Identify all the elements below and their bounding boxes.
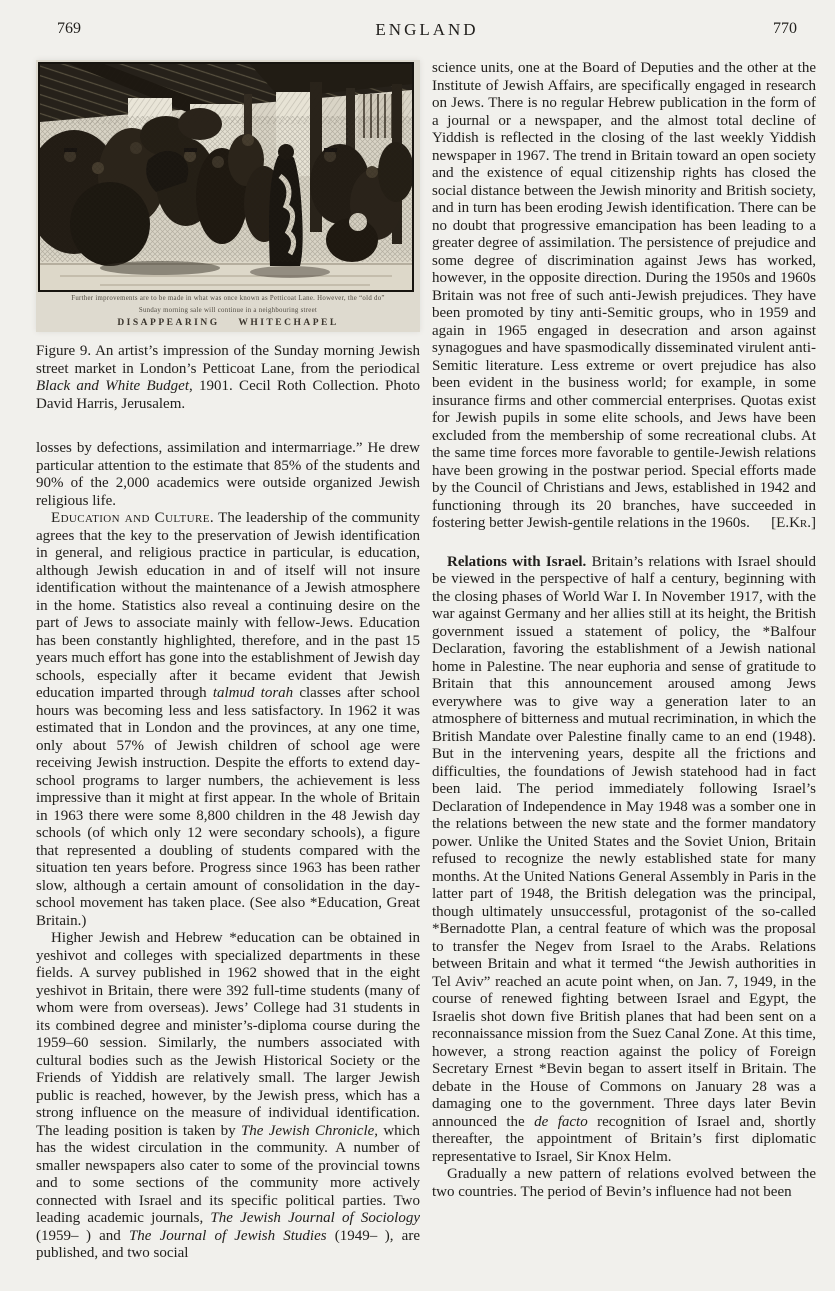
paragraph: Higher Jewish and Hebrew *education can be obtained in yeshivot and colleges with specialized departments in these fields. A survey published in 1962 showed that in the eight yeshivot in Britain, there were 392 full-time students (many of whom were from overseas). Jews’ College had 31 students in its combined degree and minister’s-diploma course during the 1959–60 session. Similarly, the numbers associated with cultural bodies such as the Jewish Historical Society or the Friends of Yiddish are relatively small. The larger Jewish public is reached, however, by the Jewish press, which has a strong influence on the measure of individual identification. The leading position is taken by The Jewish Chronicle, which has the widest circulation in the community. A number of smaller newspapers also cater to some of the provincial towns and to some sections of the community more actively connected with Israel and its specific political parties. Two leading academic journals, The Jewish Journal of Sociology (1959– ) and The Journal of Jewish Studies (1949– ), are published, and two social bbox=[36, 930, 420, 1261]
page-number-left: 769 bbox=[57, 20, 81, 37]
figure-caption bbox=[36, 343, 420, 413]
paragraph: Figure 9. An artist’s impression of the Sunday morning Jewish street market in London’s Petticoat Lane, from the periodical Black and White Budget, 1901. Cecil Roth Collection. Photo David Harris, Jerusalem. bbox=[36, 343, 420, 412]
petticoat-lane-plate bbox=[36, 60, 420, 332]
paragraph: Education and Culture. The leadership of the community agrees that the key to the preservation of Jewish identification in general, and religious practice in particular, is education, although Jewish education in and of itself will not insure identification without the maintenance of a Jewish atmosphere in the home. Statistics also reveal a continuing desire on the part of Jews to associate mainly with fellow-Jews. Education has been constantly highlighted, therefore, and in the past 15 years much effort has gone into the establishment of Jewish day schools, especially after it became evident that Jewish education imparted through talmud torah classes after school hours was becoming less and less satisfactory. In 1962 it was estimated that in London and the provinces, at any one time, only about 57% of Jewish children of school age were receiving Jewish instruction. Despite the efforts to extend day-school programs to larger numbers, the achievement is less impressive than it might at first appear. In the whole of Britain in 1963 there were some 8,800 children in the 48 Jewish day schools (of which only 12 were secondary schools), a figure that represented a doubling of students compared with the situation ten years before. Progress since 1963 has been rather slow, although a certain amount of consolidation in the day-school movement has taken place. (See also *Education, Great Britain.) bbox=[36, 510, 420, 929]
right-column-text bbox=[432, 60, 816, 1201]
paragraph: Relations with Israel. Britain’s relations with Israel should be viewed in the perspective of half a century, beginning with the closing phases of World War I. In November 1917, with the war against Germany and her allies still at its height, the British government issued a statement of policy, the *Balfour Declaration, favoring the establishment of a Jewish national home in Palestine. The near euphoria and sense of gratitude to Britain that this announcement aroused among Jews everywhere was to give way a generation later to an atmosphere of bitterness and mutual recrimination, in which the British Mandate over Palestine finally came to an end (1948). But in the intervening years, despite all the frictions and difficulties, the foundations of Jewish statehood had in fact been laid. The period immediately following Israel’s Declaration of Independence in May 1948 was a somber one in the relations between the new state and the former mandatory power. Unlike the United States and the Soviet Union, Britain refused to recognize the newly established state for many months. At the United Nations General Assembly in Paris in the latter part of 1948, the British delegation was the principal, though ultimately unsuccessful, protagonist of the so-called *Bernadotte Plan, a central feature of which was the proposal to transfer the Negev from Israel to the Arabs. Relations between Britain and what it termed “the Jewish authorities in Tel Aviv” reached an acute point when, on Jan. 7, 1949, in the course of renewed fighting between Israel and Egypt, the Israelis shot down five British planes that had been sent on a reconnaissance mission from the Suez Canal Zone. At this time, however, a strong reaction against the policy of Foreign Secretary Ernest *Bevin began to assert itself in Britain. The debate in the House of Commons on January 28 was a damaging one to the government. Three days later Bevin announced the de facto recognition of Israel and, shortly thereafter, the appointment of Britain’s first diplomatic representative to Israel, Sir Knox Helm. bbox=[432, 553, 816, 1165]
plate-caption-line1: Further improvements are to be made in what was once known as Petticoat Lane. However, the “old do” bbox=[71, 295, 385, 302]
plate-title: DISAPPEARING WHITECHAPEL bbox=[117, 318, 339, 328]
paragraph: science units, one at the Board of Deputies and the other at the Institute of Jewish Affairs, are specifically engaged in research on Jews. There is no regular Hebrew publication in the form of a journal or a newspaper, and the almost total decline of Yiddish is reflected in the closing of the last weekly Yiddish newspaper in 1967. The trend in Britain toward an open society and the existence of equal citizenship rights has closed the social distance between the Jewish minority and British society, and in turn has been eroding Jewish identification. There can be no doubt that progressive emancipation has been leading to a greater degree of assimilation. The persistence of prejudice and some degree of discrimination against Jews has worked, however, in the opposite direction. During the 1950s and 1960s Britain was not free of such anti-Jewish prejudices. They have been promoted by tiny anti-Semitic groups, who in 1959 and again in 1965 engaged in desecration and arson against synagogues and have spasmodically disseminated virulent anti-Semitic literature. Less extreme or overt prejudice has also been evident in the business world; for example, in some insurance firms and other commercial enterprises. Quotas exist for Jewish pupils in some elite schools, and Jews have been excluded from the membership of some recreational clubs. At the same time forces more favorable to gentile-Jewish relations have been growing in the postwar period. Special efforts made by the Council of Christians and Jews, established in 1942 and functioning through its 20 branches, have succeeded in fostering better Jewish-gentile relations in the 1960s. [E.Kr.] bbox=[432, 60, 816, 531]
paragraph: Gradually a new pattern of relations evolved between the two countries. The period of Bevin’s influence had not been bbox=[432, 1166, 816, 1200]
left-column-text bbox=[36, 440, 420, 1263]
petticoat-lane-engraving-image bbox=[38, 62, 414, 292]
page-number-right: 770 bbox=[773, 20, 797, 37]
running-title: ENGLAND bbox=[375, 20, 479, 39]
left-column bbox=[36, 60, 420, 1263]
two-column-layout bbox=[36, 60, 817, 1263]
page-header bbox=[57, 20, 797, 42]
right-column bbox=[432, 60, 816, 1263]
plate-caption-line2: Sunday morning sale will continue in a neighbouring street bbox=[138, 306, 318, 314]
figure-block bbox=[36, 60, 420, 413]
paragraph: losses by defections, assimilation and intermarriage.” He drew particular attention to the estimate that 85% of the students and 90% of the 2,000 academics were outside organized Jewish religious life. bbox=[36, 440, 420, 509]
